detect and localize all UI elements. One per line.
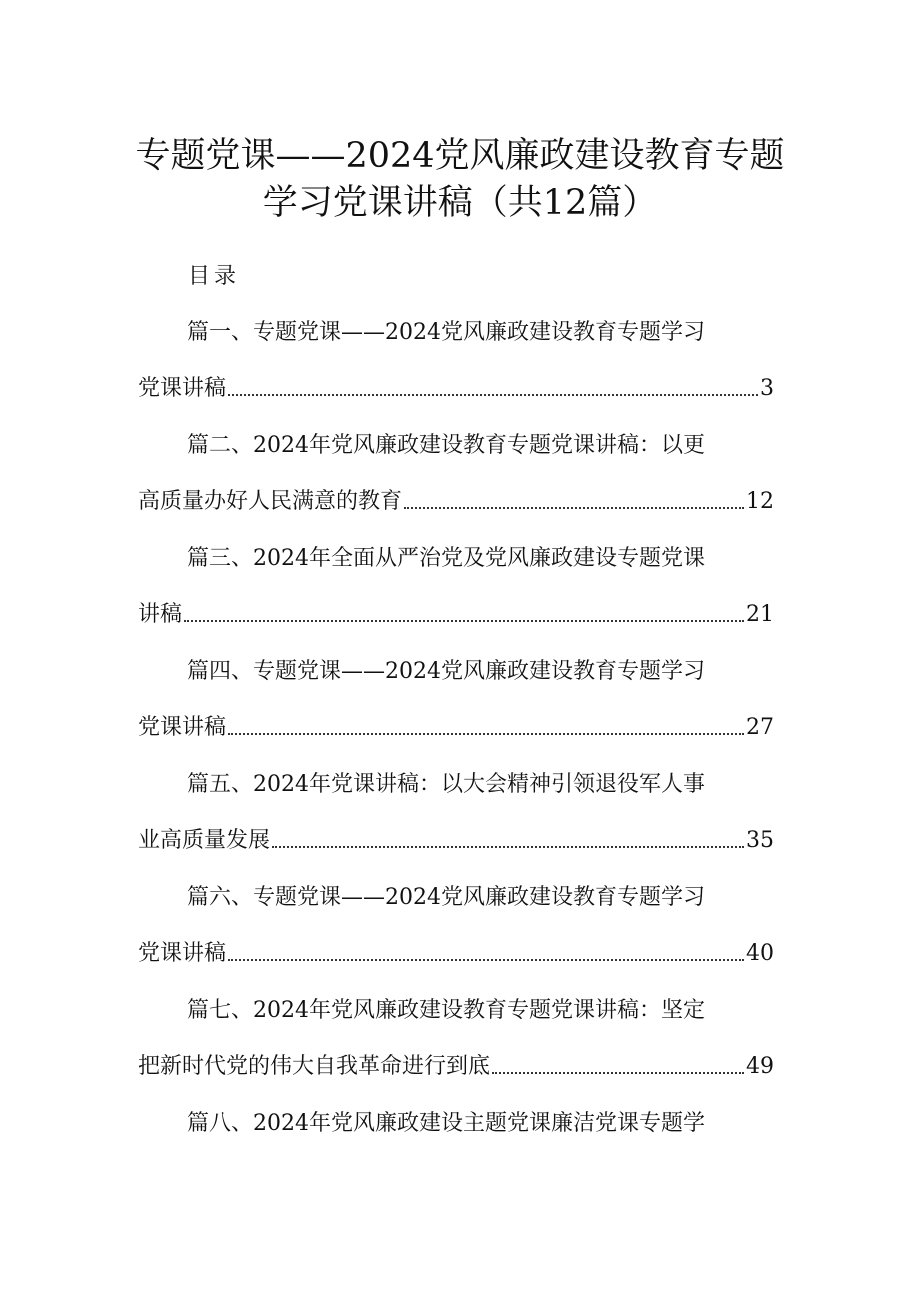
toc-entry-title: 篇五、2024年党课讲稿：以大会精神引领退役军人事 (187, 772, 705, 797)
toc-entry-title: 篇四、专题党课——2024党风廉政建设教育专题学习 (187, 659, 705, 684)
toc-page-number: 40 (746, 941, 774, 966)
toc-page-number: 21 (746, 602, 774, 627)
toc-dot-leader (492, 1072, 744, 1074)
toc-entry-4[interactable] (0, 657, 920, 767)
toc-entry-continuation (138, 487, 774, 517)
toc-dot-leader (228, 959, 744, 961)
toc-page-number: 49 (746, 1054, 774, 1079)
toc-entry-2[interactable] (0, 431, 920, 541)
toc-entry-continuation (138, 939, 774, 969)
toc-entry-title-end: 党课讲稿 (138, 941, 227, 966)
document-title-line-1: 专题党课——2024党风廉政建设教育专题 (135, 136, 785, 176)
toc-entry-continuation (138, 713, 774, 743)
toc-entry-continuation (138, 374, 774, 404)
toc-entry-title: 篇六、专题党课——2024党风廉政建设教育专题学习 (187, 885, 705, 910)
toc-entry-title: 篇三、2024年全面从严治党及党风廉政建设专题党课 (187, 546, 705, 571)
toc-entry-5[interactable] (0, 770, 920, 880)
toc-entry-7[interactable] (0, 996, 920, 1106)
toc-entry-continuation (138, 600, 774, 630)
toc-entry-title-end: 党课讲稿 (138, 376, 227, 401)
toc-entry-title-end: 讲稿 (138, 602, 183, 627)
toc-entry-3[interactable] (0, 544, 920, 654)
toc-dot-leader (228, 394, 758, 396)
toc-page-number: 27 (746, 715, 774, 740)
toc-entry-title-end: 业高质量发展 (138, 828, 271, 853)
toc-entry-1[interactable] (0, 318, 920, 428)
toc-heading: 目录 (188, 264, 241, 289)
toc-entry-title: 篇七、2024年党风廉政建设教育专题党课讲稿：坚定 (187, 998, 705, 1023)
toc-entry-title-end: 高质量办好人民满意的教育 (138, 489, 403, 514)
toc-entry-continuation (138, 1052, 774, 1082)
toc-entry-title: 篇二、2024年党风廉政建设教育专题党课讲稿：以更 (187, 433, 705, 458)
toc-entry-title: 篇一、专题党课——2024党风廉政建设教育专题学习 (187, 320, 705, 345)
toc-page-number: 12 (746, 489, 774, 514)
toc-entry-title: 篇八、2024年党风廉政建设主题党课廉洁党课专题学 (187, 1111, 705, 1136)
toc-page-number: 35 (746, 828, 774, 853)
toc-dot-leader (228, 733, 744, 735)
toc-entry-continuation (138, 826, 774, 856)
toc-dot-leader (272, 846, 744, 848)
toc-entry-6[interactable] (0, 883, 920, 993)
toc-entry-title-end: 把新时代党的伟大自我革命进行到底 (138, 1054, 491, 1079)
toc-entry-8[interactable] (0, 1109, 920, 1219)
document-title-line-2: 学习党课讲稿（共12篇） (262, 183, 658, 223)
toc-dot-leader (404, 507, 744, 509)
toc-entry-title-end: 党课讲稿 (138, 715, 227, 740)
toc-page-number: 3 (760, 376, 774, 401)
toc-dot-leader (184, 620, 744, 622)
